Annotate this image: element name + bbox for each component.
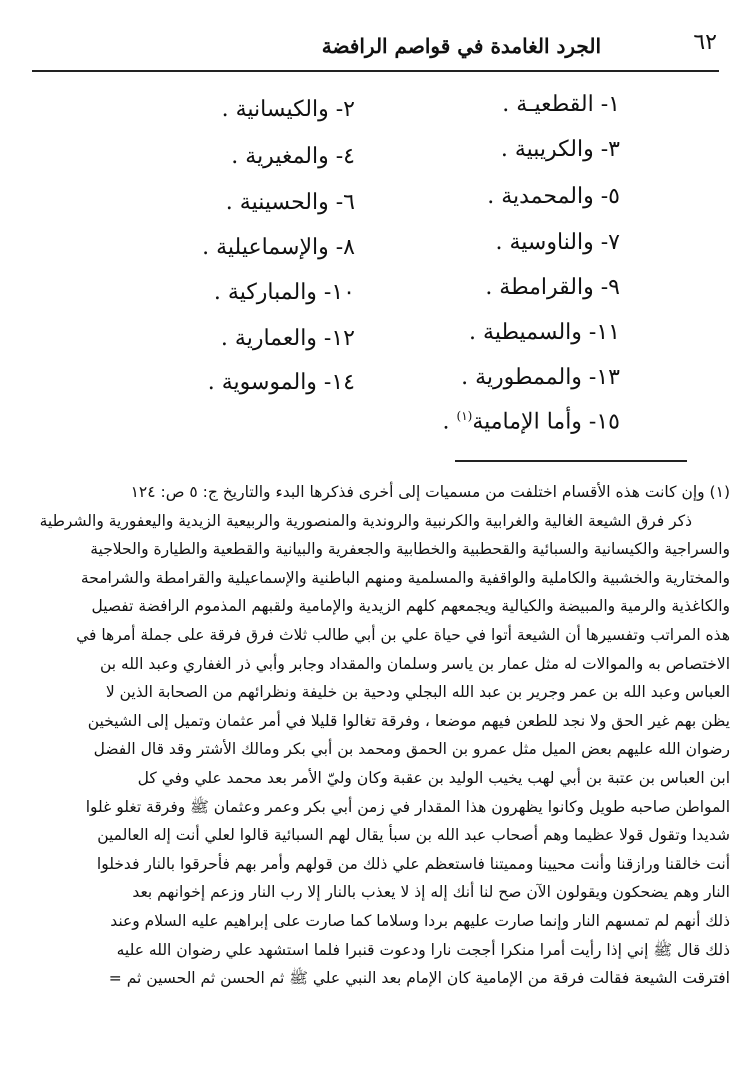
list-item: ٨- والإسماعيلية .: [202, 235, 355, 260]
list-item: ٥- والمحمدية .: [487, 184, 620, 209]
list-item: ١٠- والمباركية .: [213, 280, 355, 305]
list-item-text: ١٥- وأما الإمامية: [472, 409, 620, 435]
list-item: ٦- والحسينية .: [225, 190, 355, 215]
list-item: ١٣- والممطورية .: [461, 365, 620, 390]
list-item: ٤- والمغيرية .: [231, 144, 355, 169]
footnote-line: ذلك قال ﷺ إني إذا رأيت أمرا منكرا أججت نارا ودعوت قنبرا فلما استشهد علي رضوان الله عليه: [116, 940, 730, 959]
list-item-tail: .: [442, 409, 457, 435]
list-item: [443, 409, 620, 434]
footnote-line: النار وهم يضحكون ويقولون الآن صح لنا أنك إله إذ لا يعذب بالنار إلا رب النار وزعم إخوانهم بعد: [132, 883, 730, 902]
footnote-line: (١) وإن كانت هذه الأقسام اختلفت من مسميات إلى أخرى فذكرها البدء والتاريخ ج: ٥ ص: ١٢٤: [130, 483, 730, 501]
list-item: ٧- والناوسية .: [495, 230, 620, 255]
footnote-line: الاختصاص به والموالات له مثل عمار بن ياسر وسلمان والمقداد وجابر وأبي ذر الغفاري وعبد الله بن: [99, 654, 730, 673]
list-item: ٣- والكريبية .: [500, 137, 620, 162]
list-item: ١١- والسميطية .: [469, 320, 620, 345]
footnote-marker: (١): [456, 409, 473, 423]
footnote-line: العباس وعبد الله بن عمر وجرير بن عبد الله البجلي ودحية بن خليفة ونظرائهم من الصحابة الذين لا: [105, 683, 730, 702]
running-title: الجرد الغامدة في قواصم الرافضة: [321, 34, 601, 58]
footnote-line: أنت خالقنا ورازقنا وأنت محيينا ومميتنا فاستعظم علي ذلك من قولهم وأمر بهم فأحرقوا بالنار فدخلوا: [96, 854, 730, 873]
page-number: ٦٢: [693, 30, 717, 55]
footnote-line: رضوان الله عليهم بعض الميل مثل عمرو بن الحمق ومحمد بن أبي بكر ومالك الأشتر وقد قال الفضل: [93, 740, 730, 759]
list-item: ١٢- والعمارية .: [220, 326, 355, 351]
footnote-line: ذكر فرق الشيعة الغالية والغرابية والكرنبية والروندية والمنصورية والربيعية الزيدية واليعفورية والشرطية: [40, 511, 692, 530]
list-item: ١٤- والموسوية .: [207, 370, 355, 395]
footnote-line: ابن العباس بن عتبة بن أبي لهب يخيب الوليد بن عقبة وكان وليّ الأمر بعد محمد علي وفي كل: [137, 768, 730, 787]
footnote-line: شديدا وتقول قولا عظيما وهم أصحاب عبد الله بن سبأ يقال لهم السبائية قالوا لعلي أنت إله العالمين: [97, 826, 730, 845]
footnote-line: والمختارية والخشبية والكاملية والواقفية والمسلمية ومنهم الباطنية والإسماعيلية والقرامطة والشرامحة: [80, 568, 730, 587]
footnote-line: المواطن صاحبه طويل وكانوا يظهرون هذا المقدار في زمن أبي بكر وعمر وعثمان ﷺ وفرقة تغلو غلوا: [85, 797, 730, 816]
footnote: [40, 478, 730, 993]
list-item: ١- القطعيـة .: [502, 92, 620, 117]
footnote-line: والكاغذية والرمية والمبيضة والكيالية ويجمعهم كلهم الزيدية والإمامية ولقبهم المذموم الرافضة تفصيل: [91, 597, 730, 616]
list-item: ٢- والكيسانية .: [221, 97, 355, 122]
footnote-line: افترقت الشيعة فقالت فرقة من الإمامية كان الإمام بعد النبي علي ﷺ ثم الحسن ثم الحسين ثم =: [108, 969, 730, 988]
footnote-separator: [455, 460, 687, 462]
page-header: [32, 28, 719, 72]
footnote-line: هذه المراتب وتفسيرها أن الشيعة أتوا في حياة علي بن أبي طالب ثلاث فرق فرقة على جملة أمرها في: [76, 625, 730, 644]
footnote-line: يظن بهم غير الحق ولا نجد للطعن فيهم موضعا ، وفرقة تغالوا قليلا في أمر عثمان وتميل إلى الشيخين: [87, 711, 730, 730]
footnote-line: ذلك أنهم لم تمسهم النار وإنما صارت عليهم بردا وسلاما كما صارت على إبراهيم عليه السلام وعند: [110, 911, 730, 930]
list-item: ٩- والقرامطة .: [485, 275, 620, 300]
footnote-line: والسراجية والكيسانية والسبائية والقحطبية والخطابية والجعفرية والبيانية والقطعية والطيارة والحلاجية: [90, 540, 730, 559]
